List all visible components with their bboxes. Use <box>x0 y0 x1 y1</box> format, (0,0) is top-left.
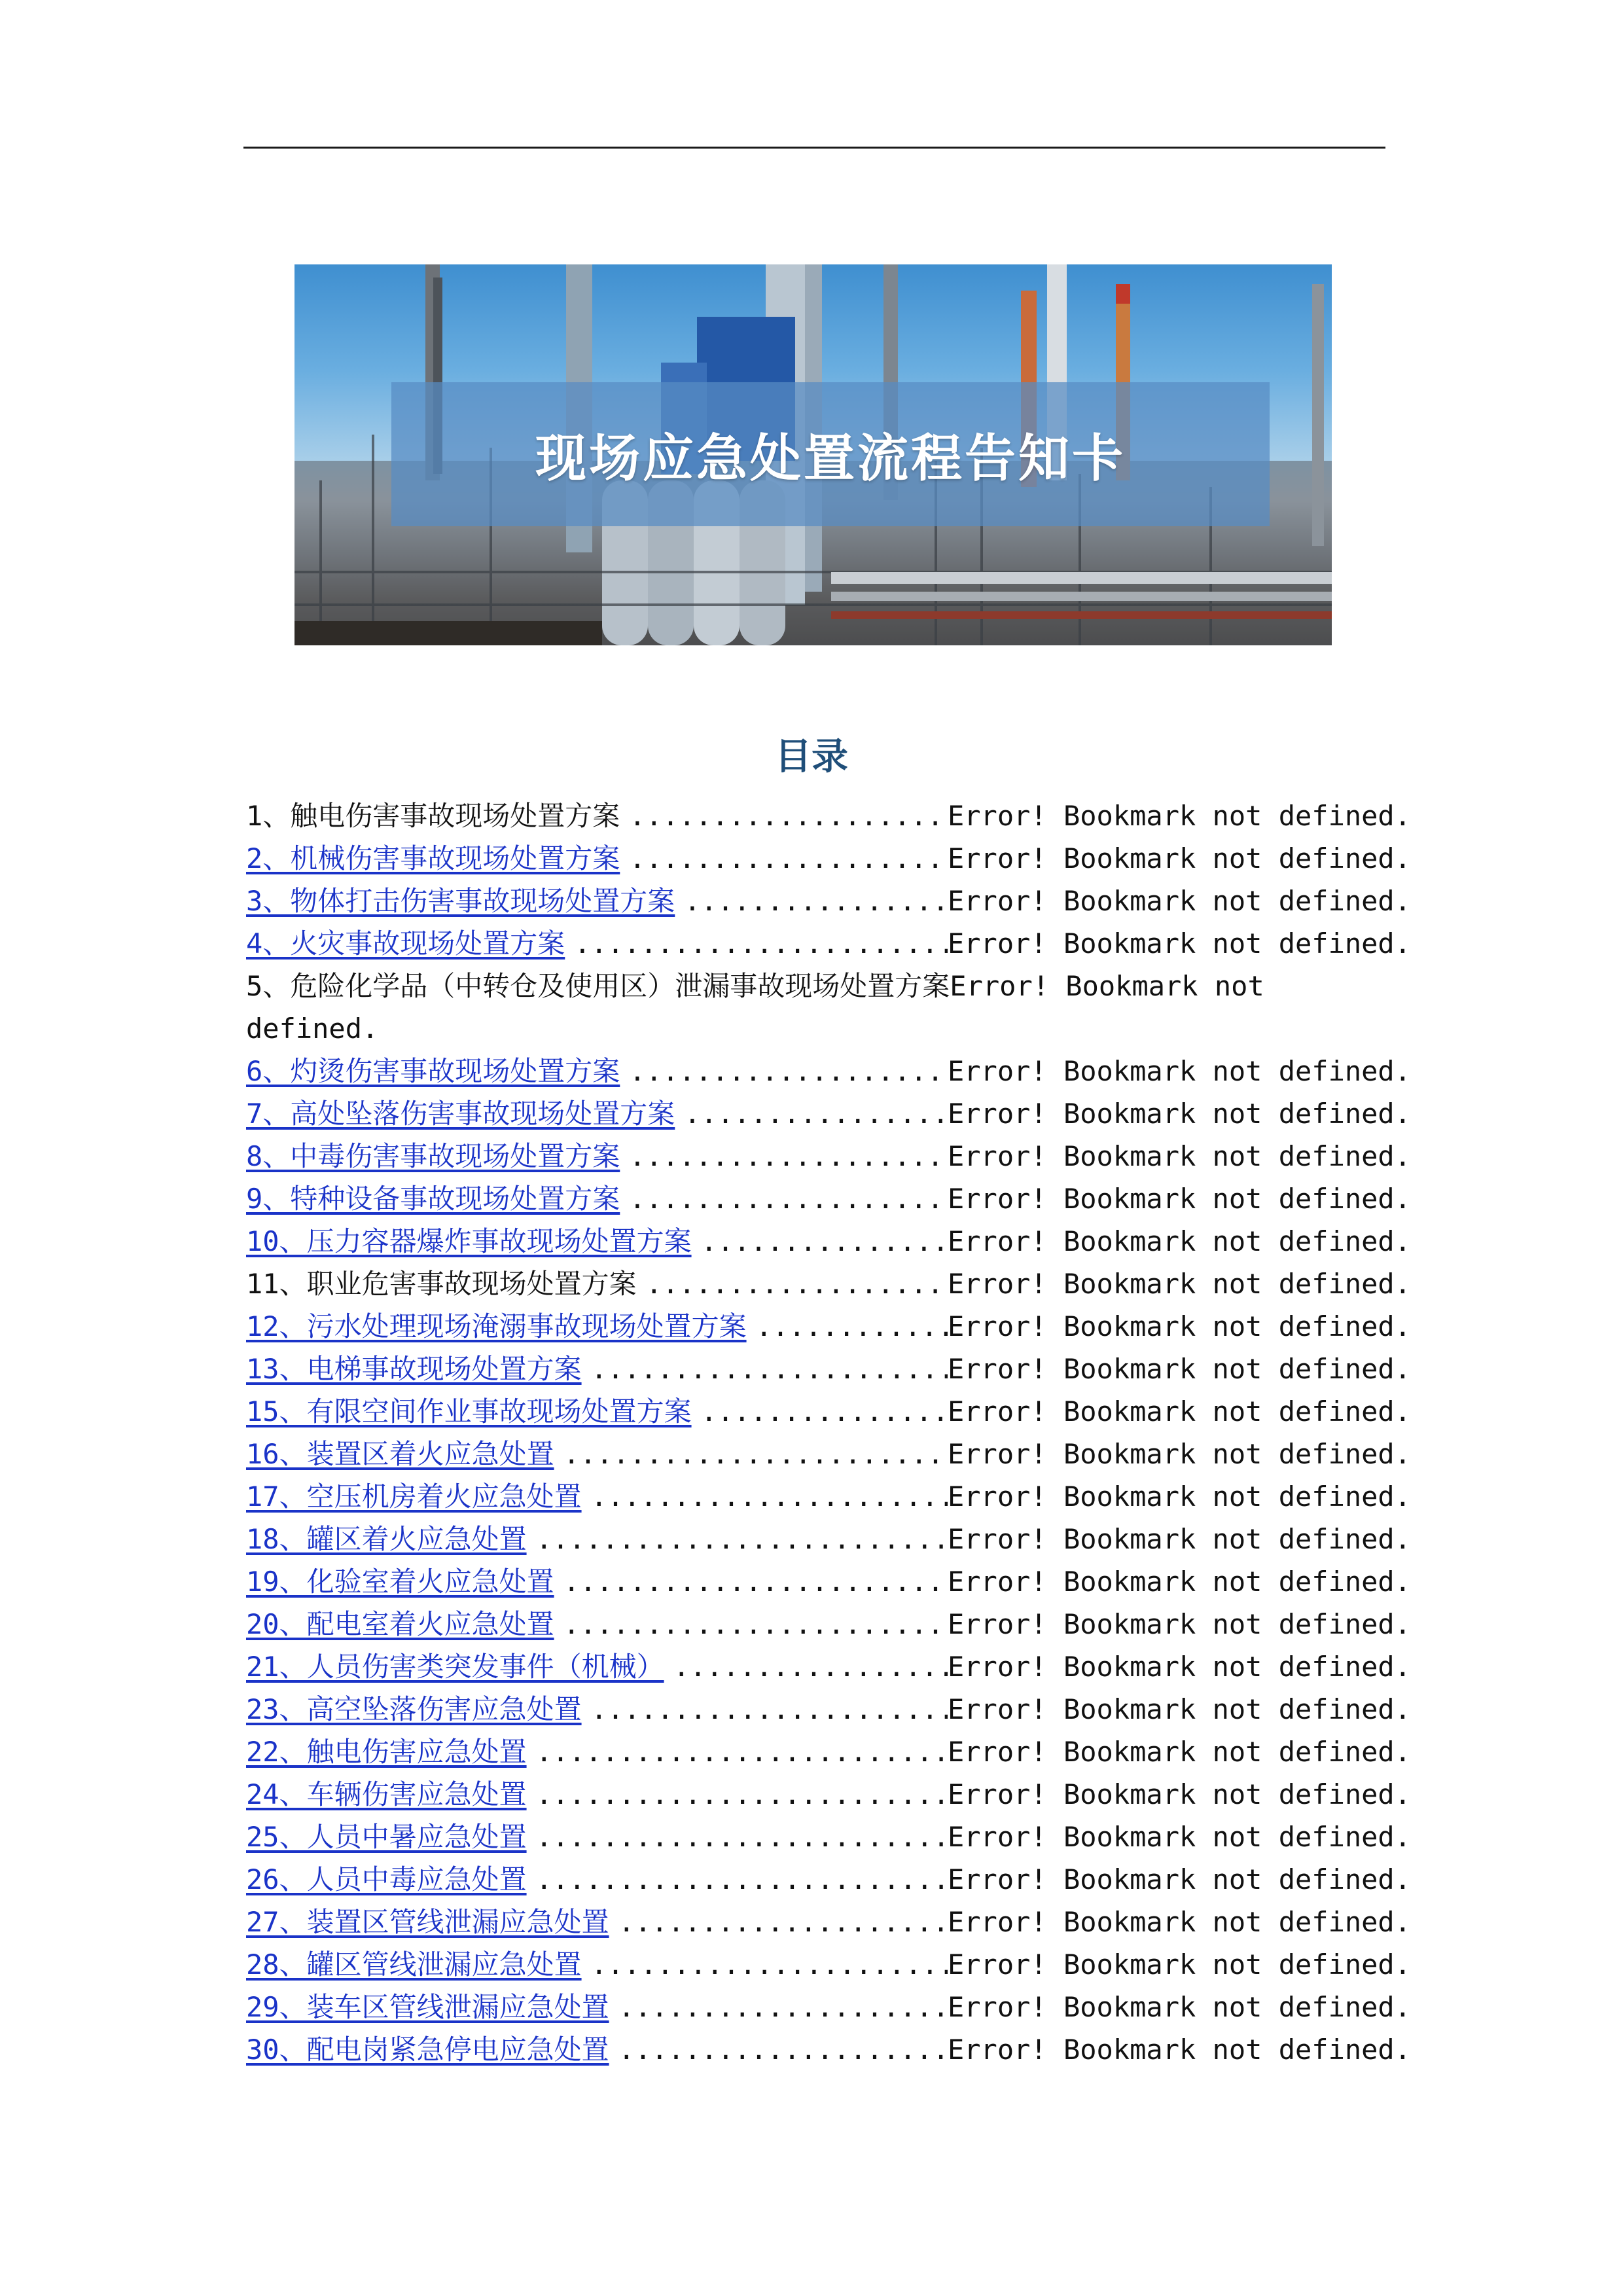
toc-entry-label[interactable]: 13、电梯事故现场处置方案 <box>246 1353 582 1385</box>
toc-leader-dots <box>747 1305 948 1348</box>
toc-entry-label[interactable]: 5、危险化学品（中转仓及使用区）泄漏事故现场处置方案 <box>246 970 950 1002</box>
toc-entry-status: Error! Bookmark not defined. <box>947 1225 1411 1257</box>
toc-entry[interactable] <box>246 1986 1411 2028</box>
toc-entry-label[interactable]: 30、配电岗紧急停电应急处置 <box>246 2034 609 2066</box>
toc-entry-status: Error! Bookmark not defined. <box>947 1353 1411 1385</box>
toc-entry[interactable] <box>246 1603 1411 1645</box>
toc-entry-status: Error! Bookmark not defined. <box>947 1183 1411 1215</box>
toc-leader-dots <box>620 1050 948 1092</box>
toc-entry-status: Error! Bookmark not defined. <box>947 1863 1411 1895</box>
toc-entry[interactable] <box>246 1177 1411 1220</box>
toc-leader-dots <box>609 1901 948 1943</box>
toc-entry-status: Error! Bookmark not defined. <box>947 1140 1411 1172</box>
toc-entry-status: Error! Bookmark not defined. <box>947 1821 1411 1853</box>
toc-entry-status: Error! Bookmark not defined. <box>947 927 1411 960</box>
toc-leader-dots <box>554 1560 948 1603</box>
toc-entry[interactable] <box>246 1645 1411 1688</box>
toc-entry-label[interactable]: 23、高空坠落伤害应急处置 <box>246 1693 582 1725</box>
toc-leader-dots <box>582 1943 948 1986</box>
toc-leader-dots <box>637 1263 948 1305</box>
toc-entry-label[interactable]: 21、人员伤害类突发事件（机械） <box>246 1651 664 1683</box>
toc-leader-dots <box>620 837 948 880</box>
toc-entry[interactable] <box>246 1050 1411 1092</box>
toc-entry-status: Error! Bookmark not defined. <box>947 2034 1411 2066</box>
toc-entry-status: Error! Bookmark not <box>950 970 1264 1002</box>
toc-leader-dots <box>527 1858 948 1901</box>
toc-heading: 目录 <box>775 735 848 778</box>
toc-leader-dots <box>620 1135 948 1177</box>
toc-entry[interactable] <box>246 1773 1411 1816</box>
toc-leader-dots <box>554 1603 948 1645</box>
toc-entry-label[interactable]: 22、触电伤害应急处置 <box>246 1736 527 1768</box>
toc-entry-label[interactable]: 16、装置区着火应急处置 <box>246 1438 554 1470</box>
toc-entry-label[interactable]: 27、装置区管线泄漏应急处置 <box>246 1906 609 1938</box>
toc-entry-label[interactable]: 7、高处坠落伤害事故现场处置方案 <box>246 1098 675 1130</box>
toc-entry-status: Error! Bookmark not defined. <box>947 1991 1411 2023</box>
banner-title: 现场应急处置流程告知卡 <box>535 429 1126 488</box>
toc-entry[interactable] <box>246 1560 1411 1603</box>
toc-entry-label[interactable]: 19、化验室着火应急处置 <box>246 1566 554 1598</box>
toc-entry[interactable] <box>246 1731 1411 1773</box>
toc-entry-status: Error! Bookmark not defined. <box>947 1736 1411 1768</box>
toc-entry-status: Error! Bookmark not defined. <box>947 1523 1411 1555</box>
toc-entry <box>246 1263 1411 1305</box>
toc-entry-status: Error! Bookmark not defined. <box>947 1651 1411 1683</box>
toc-leader-dots <box>664 1645 948 1688</box>
toc-entry[interactable] <box>246 880 1411 922</box>
toc-entry[interactable] <box>246 1220 1411 1263</box>
toc-entry-label[interactable]: 8、中毒伤害事故现场处置方案 <box>246 1140 620 1172</box>
toc-entry[interactable] <box>246 1901 1411 1943</box>
toc-entry[interactable] <box>246 1816 1411 1858</box>
toc-entry-label[interactable]: 24、车辆伤害应急处置 <box>246 1778 527 1810</box>
toc-entry[interactable] <box>246 1305 1411 1348</box>
toc-entry-label[interactable]: 4、火灾事故现场处置方案 <box>246 927 565 960</box>
toc-entry-status: Error! Bookmark not defined. <box>947 1055 1411 1087</box>
toc-entry-label[interactable]: 28、罐区管线泄漏应急处置 <box>246 1948 582 1981</box>
banner-image <box>294 264 1332 645</box>
toc-leader-dots <box>675 1092 948 1135</box>
toc-entry-status: Error! Bookmark not defined. <box>947 1310 1411 1342</box>
toc-leader-dots <box>527 1816 948 1858</box>
toc-entry[interactable] <box>246 1518 1411 1560</box>
toc-entry-label[interactable]: 2、机械伤害事故现场处置方案 <box>246 842 620 874</box>
toc-entry[interactable] <box>246 1348 1411 1390</box>
toc-entry-status: Error! Bookmark not defined. <box>947 1395 1411 1427</box>
toc-entry-status: Error! Bookmark not defined. <box>947 1608 1411 1640</box>
toc-entry-label[interactable]: 17、空压机房着火应急处置 <box>246 1480 582 1513</box>
toc-leader-dots <box>527 1731 948 1773</box>
toc-entry <box>246 795 1411 837</box>
toc-leader-dots <box>609 1986 948 2028</box>
toc-leader-dots <box>527 1518 948 1560</box>
toc-leader-dots <box>582 1688 948 1731</box>
toc-entry-status: Error! Bookmark not defined. <box>947 842 1411 874</box>
toc-entry[interactable] <box>246 1688 1411 1731</box>
toc-entry-status: Error! Bookmark not defined. <box>947 1438 1411 1470</box>
banner-overlay <box>391 382 1270 526</box>
toc-entry-label[interactable]: 25、人员中暑应急处置 <box>246 1821 527 1853</box>
toc-entry-status-continued: defined. <box>246 1013 379 1045</box>
toc-entry-status: Error! Bookmark not defined. <box>947 1693 1411 1725</box>
toc-entry-status: Error! Bookmark not defined. <box>947 1566 1411 1598</box>
toc-leader-dots <box>582 1348 948 1390</box>
toc-entry-label[interactable]: 18、罐区着火应急处置 <box>246 1523 527 1555</box>
toc-leader-dots <box>620 795 948 837</box>
toc-entry-label[interactable]: 10、压力容器爆炸事故现场处置方案 <box>246 1225 692 1257</box>
header-rule <box>243 147 1385 149</box>
toc-entry-label[interactable]: 29、装车区管线泄漏应急处置 <box>246 1991 609 2023</box>
toc-entry-status: Error! Bookmark not defined. <box>947 800 1411 832</box>
toc-entry[interactable] <box>246 1092 1411 1135</box>
toc-entry[interactable] <box>246 1390 1411 1433</box>
toc-entry-status: Error! Bookmark not defined. <box>947 1778 1411 1810</box>
toc-entry-label[interactable]: 3、物体打击伤害事故现场处置方案 <box>246 885 675 917</box>
toc-entry-label[interactable]: 15、有限空间作业事故现场处置方案 <box>246 1395 692 1427</box>
toc-entry-status: Error! Bookmark not defined. <box>947 1268 1411 1300</box>
toc-entry-label[interactable]: 9、特种设备事故现场处置方案 <box>246 1183 620 1215</box>
toc-entry[interactable] <box>246 1135 1411 1177</box>
toc-leader-dots <box>582 1475 948 1518</box>
toc-leader-dots <box>675 880 948 922</box>
toc-leader-dots <box>620 1177 948 1220</box>
toc-entry-status: Error! Bookmark not defined. <box>947 1480 1411 1513</box>
table-of-contents <box>246 795 1411 2071</box>
toc-entry-status: Error! Bookmark not defined. <box>947 1098 1411 1130</box>
toc-leader-dots <box>609 2028 948 2071</box>
toc-entry-label[interactable]: 12、污水处理现场淹溺事故现场处置方案 <box>246 1310 747 1342</box>
toc-entry-status: Error! Bookmark not defined. <box>947 1906 1411 1938</box>
toc-leader-dots <box>565 922 948 965</box>
toc-entry-label[interactable]: 26、人员中毒应急处置 <box>246 1863 527 1895</box>
toc-entry[interactable] <box>246 2028 1411 2071</box>
toc-entry-label: 1、触电伤害事故现场处置方案 <box>246 800 620 832</box>
toc-entry-status: Error! Bookmark not defined. <box>947 1948 1411 1981</box>
toc-entry[interactable] <box>246 1858 1411 1901</box>
toc-leader-dots <box>554 1433 948 1475</box>
toc-leader-dots <box>527 1773 948 1816</box>
toc-entry-label: 11、职业危害事故现场处置方案 <box>246 1268 637 1300</box>
toc-leader-dots <box>692 1390 948 1433</box>
toc-entry[interactable] <box>246 922 1411 965</box>
toc-entry-label[interactable]: 20、配电室着火应急处置 <box>246 1608 554 1640</box>
toc-leader-dots <box>692 1220 948 1263</box>
toc-entry[interactable] <box>246 1433 1411 1475</box>
toc-entry[interactable] <box>246 965 1411 1050</box>
toc-entry-label[interactable]: 6、灼烫伤害事故现场处置方案 <box>246 1055 620 1087</box>
toc-entry[interactable] <box>246 837 1411 880</box>
toc-entry[interactable] <box>246 1475 1411 1518</box>
toc-entry-status: Error! Bookmark not defined. <box>947 885 1411 917</box>
toc-entry[interactable] <box>246 1943 1411 1986</box>
